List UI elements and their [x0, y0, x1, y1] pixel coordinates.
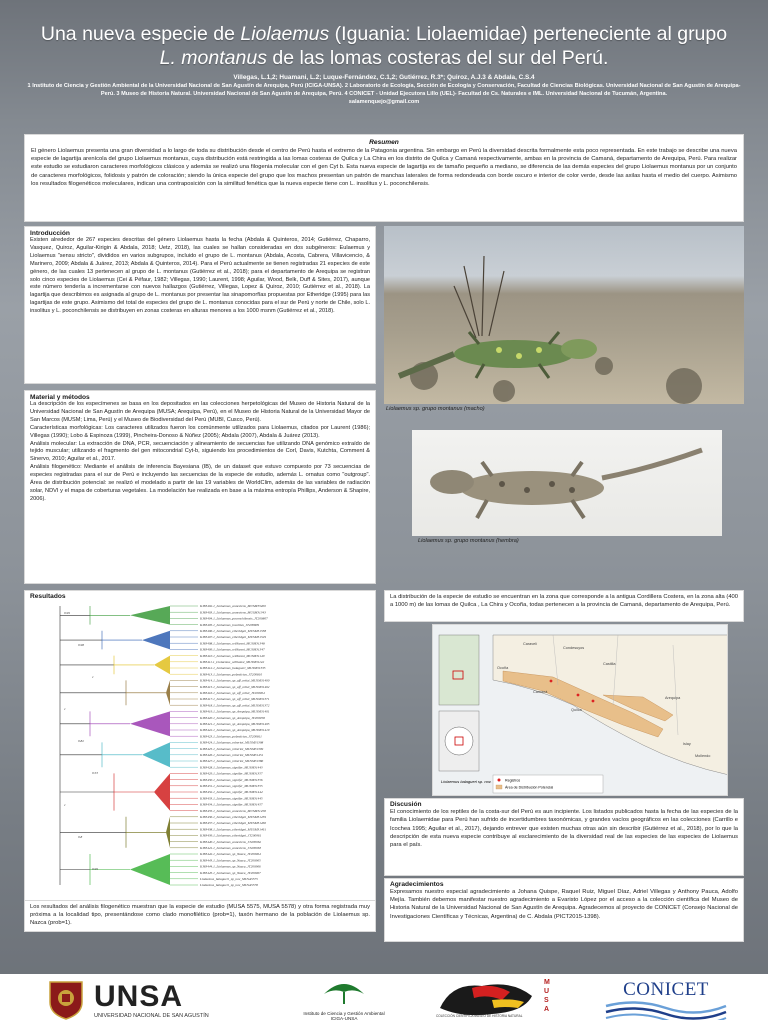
unsa-crest-logo — [46, 980, 86, 1020]
collapsed-clade — [166, 680, 170, 705]
tree-tip-label: KJ83418.1_Liolaemus_sp_aff_ortizi_MUSM31372 — [200, 703, 270, 708]
collapsed-clade — [130, 606, 170, 625]
map-legend-area: Área de Distribución Potencial — [505, 785, 554, 790]
tree-tip-label: KJ83432.1_Liolaemus_signifer_MUSM31444 — [200, 790, 263, 795]
node-support-label: 0.98 — [78, 643, 84, 647]
lizard-male-photo — [384, 226, 744, 404]
agradecimientos-title: Agradecimientos — [390, 881, 444, 888]
agradecimientos-box — [384, 878, 744, 942]
tree-tip-label: KJ83417.1_Liolaemus_sp_aff_ortizi_MUSM31371 — [200, 697, 270, 702]
introduccion-text: Existen alrededor de 267 especies descritas del género Liolaemus hasta la fecha (Abdala & Quinteros, 2014; Gutiérrez, Chaparro, Vasquez, Quiroz, Aguilar-Kirigin & Abdala, 2018; Uetz, 2018), las cuales se hallan consideradas en dos subgéneros: Eulaemus y Liolaemus "sensu stricto", divididos en varios subgrupos, incluido el grupo de L. montanus (Abdala, Acosta, Cabrera, Villavicencio, & Marinero, 2009; Abdala & Juárez, 2013; Abdala & Quinteros, 2014). Para el Perú actualmente se tienen registradas 21 especies de este género, de las cuales 13 pertenecen al grupo de L. montanus (Gutiérrez et al., 2018); para el departamento de Arequipa se registran solo cinco especies de Liolaemus (Cei & Péfaur, 1982; Villegas, 1990; Laurent, 1998; Aguilar, Wood, Belk, Duff & Sites, 2017), aunque este número tendería a incrementarse con nuevos hallazgos (Gutiérrez, Villegas, Lopez & Quiroz, 2010; Gutiérrez et al., 2018). La lagartija que describimos es asignada al grupo de L. montanus por presentar las sinapomorfías propuestas por Etheridge (1995) para las lagartijas de este grupo. Asimismo del total de especies del grupo de L. montanus conocidas para el sur de Perú y norte de Chile, solo L. insolitus y L. poconchilensis se distribuyen en zonas costeras en alturas menores a los 1000 msnm (Gutiérrez et al., 2018). — [30, 237, 370, 315]
resumen-text: El género Liolaemus presenta una gran diversidad a lo largo de toda su distribución desde el centro de Perú hasta el extremo de la Patagonia argentina. Sin embargo en Perú la diversidad descrita formalmente esta poco representada. En este trabajo se describe una nueva especie de lagartija arenícola del grupo Liolaemus montanus, cuya distribución está restringida a las lomas costeras de Quilca y La Chira en los distrito de Quilca y Camaná respectivamente, ambas en la provincia de Camaná, departamento de Arequipa, Perú. Para realizar este estudio se estudiaron caracteres morfológicos clásicos y además se realizó una filogenia molecular con el gen Cyt b. Esta nueva especie de lagartija es de tamaño pequeño a mediano, se diferencia de las demás especies del grupo Liolaemus montanus por un conjunto de caracteres morfológicos, folidosis y patrón de coloración; siendo la única especie del grupo que los machos presentan un patrón de manchas laterales de forma redondeada con borde oscuro e interior de color verde, desde las axilas hasta el medio del cuerpo. Asimismo los resultados filogenéticos moleculares, indican una contraposición con la similitud fenética que la nueva especie tiene con L. insolitus y L. poconchilensis. — [31, 148, 737, 187]
tree-tip-label: KJ83407.1_Liolaemus_etheridgei_MUSM31329 — [200, 635, 267, 640]
tree-tip-label: KJ83424.1_Liolaemus_robertoi_MUSM31398 — [200, 740, 264, 745]
tree-tip-label: KJ83436.1_Liolaemus_etheridgei_MUSM31459 — [200, 815, 267, 819]
map-place-label: Ocoña — [497, 666, 509, 670]
tree-tip-label: KJ83435.1_Liolaemus_annectens_MUSM31458 — [200, 808, 266, 813]
map-legend-registros: Registros — [505, 778, 521, 783]
tree-tip-label: KJ83422.1_Liolaemus_sp_Arequipa_MUSM31419 — [200, 728, 270, 733]
tree-tip-label: KJ83427.1_Liolaemus_robertoi_MUSM31386 — [200, 759, 264, 764]
tree-tip-label: KJ83414.1_Liolaemus_sp_aff_ortizi_MUSM31400 — [200, 678, 270, 683]
tree-tip-label: KJ83430.1_Liolaemus_signifer_MUSM31356 — [200, 777, 263, 782]
map-inset-caption: Liolaemus balagueri sp. nov. — [441, 779, 492, 784]
metodos-p1: La descripción de los especímenes se basa en los depositados en las colecciones herpetológicas del Museo de Historia Natural de la Universidad Nacional de San Agustín de Arequipa (MUSA; Arequipa, Perú), en el Museo de Historia Natural de la Universidad Mayor de San Marcos (MUSM; Lima, Perú) y el Museo de Biodiversidad del Perú (MUBI, Cusco, Perú). — [30, 401, 370, 423]
metodos-p4: Análisis filogenético: Mediante el análisis de inferencia Bayesiana (IB), de un dataset que estuvo compuesto por 73 secuencias de especies registradas para el sur de Perú e incluyendo las secuencias de la especie de estudio, además L. ornatus como "outgroup". Área de distribución potencial: se realizó el modelado a partir de las 19 variables de WorldClim, además de las variables de radiación solar, NDVI y el mapa de coberturas vegetales. La modelación fue realizada en base a la máxima entropía Phillips, Anderson & Shapire, 2006). — [30, 464, 370, 502]
resumen-title: Resumen — [369, 139, 399, 146]
map-place-label: Caravelí — [523, 642, 538, 646]
musa-logo: M U S A COLECCIÓN CIENTÍFICA MUSEO DE HISTORIA NATURAL — [432, 978, 572, 1022]
tree-tip-label: KJ83428.1_Liolaemus_signifer_MUSM31443 — [200, 765, 263, 770]
tree-tip-label: KJ83408.1_Liolaemus_williamsi_MUSM31348 — [200, 641, 265, 646]
metodos-title: Material y métodos — [30, 394, 90, 401]
tree-tip-label: KJ83421.1_Liolaemus_sp_Arequipa_MUSM31405 — [200, 722, 270, 726]
phylogenetic-tree — [30, 600, 370, 902]
male-photo-caption: Liolaemus sp. grupo montanus (macho) — [386, 406, 485, 412]
resumen-box — [24, 134, 744, 222]
resultados-title: Resultados — [30, 593, 66, 600]
tree-tip-label: KJ83405.1_Liolaemus_insolitus_JT200809 — [200, 622, 260, 627]
node-support-label: 0.99 — [92, 867, 98, 871]
map-place-label: Mollendo — [695, 754, 711, 758]
tree-tip-label: KJ83410.1_Liolaemus_williamsi_MUSM31140 — [200, 653, 265, 658]
tree-tip-label: KJ83420.1_Liolaemus_sp_Arequipa_JT200958 — [200, 715, 265, 720]
resultados-text-box — [24, 900, 376, 932]
resultados-text: Los resultados del análisis filogenético muestran que la especie de estudio (MUSA 5575, MUSA 5578) y otra forma registrada muy próxima a la localidad tipo, presentándose como clado monofilético (prob=1), taxón hermano de la población de Liolaemus sp. Nazca (prob=1). — [30, 904, 370, 927]
tree-tip-label: Liolaemus_balagueri_sp_nov_MUSA5578 — [200, 883, 258, 888]
tree-tip-label: KJ83431.1_Liolaemus_signifer_MUSM31355 — [200, 784, 263, 788]
node-support-label: 0.99 — [64, 611, 70, 615]
tree-tip-label: KJ83419.1_Liolaemus_sp_Arequipa_MUSM31401 — [200, 709, 270, 714]
distribucion-box — [384, 590, 744, 622]
lizard-female-photo — [412, 430, 722, 536]
tree-tip-label: KJ83443.1_Liolaemus_sp_Nazca_JT200965 — [200, 858, 261, 863]
metodos-box — [24, 390, 376, 584]
resultados-box — [24, 590, 376, 930]
tree-tip-label: KJ83404.1_Liolaemus_poconchilensis_JT200807 — [200, 616, 268, 621]
node-support-label: 0.82 — [78, 739, 84, 743]
collapsed-clade — [130, 854, 170, 885]
tree-tip-label: KJ83416.1_Liolaemus_sp_aff_ortizi_JT200904 — [200, 691, 265, 695]
node-support-label: 0.8 — [78, 835, 83, 839]
metodos-p2: Características morfológicas: Los caracteres utilizados fueron los comúnmente utilizados para Liolaemus, citados por Laurent (1986); Villegas (1990); Lobo & Espinoza (1999), Pincheira-Donoso & Núñez (2005); Abdala (2007), Abdala & Juárez (2013). — [30, 424, 370, 439]
metodos-p3: Análisis molecular: La extracción de DNA, PCR, secuenciación y alineamiento de secuencias fue utilizando DNA genómico extraído de tejido muscular; utilizando el fragmento del gen mitocondrial Cyt-b, siguiendo los procedimientos de Corl, Davis, Kutchta, Comment & Sinervo, 2010; Aguilar et al., 2017. — [30, 440, 370, 463]
discusion-box — [384, 798, 744, 876]
poster-title: Una nueva especie de Liolaemus (Iguania: Liolaemidae) perteneciente al grupo L. montanus de las lomas costeras del sur del Perú. — [40, 23, 728, 69]
collapsed-clade — [130, 711, 170, 736]
tree-tip-label: KJ83437.1_Liolaemus_etheridgei_MUSM31460 — [200, 821, 267, 826]
tree-tip-label: KJ83445.1_Liolaemus_sp_Nazca_JT200967 — [200, 870, 261, 875]
tree-tip-label: Liolaemus_balagueri_sp_nov_MUSA5575 — [200, 877, 258, 881]
musa-letters: M U S A — [544, 979, 550, 1013]
map-place-label: Camaná — [533, 690, 548, 694]
tree-tip-label: KJ83412.1_Liolaemus_balagueri_MUSM31335 — [200, 666, 266, 671]
tree-tip-label: KJ83409.1_Liolaemus_williamsi_MUSM31347 — [200, 647, 265, 652]
tree-tip-label: KJ83426.1_Liolaemus_robertoi_MUSM31451 — [200, 753, 264, 757]
tree-icon — [284, 978, 404, 1006]
introduccion-title: Introducción — [30, 230, 70, 237]
authors: Villegas, L.1,2; Huamani, L.2; Luque-Fernández, C.1,2; Gutiérrez, R.3*; Quiroz, A.J.3 & Abdala, C.S.4 — [233, 74, 535, 81]
tree-tip-label: KJ83415.1_Liolaemus_sp_aff_ortizi_MUSM31402 — [200, 684, 270, 689]
map-place-label: Castilla — [603, 662, 616, 666]
tree-tip-label: KJ83406.1_Liolaemus_etheridgei_MUSM31338 — [200, 629, 267, 633]
lizard-female-illustration — [412, 430, 722, 536]
tree-tip-label: KJ83433.1_Liolaemus_signifer_MUSM31445 — [200, 796, 263, 801]
node-support-label: 0.53 — [92, 771, 98, 775]
poster-header — [0, 22, 768, 107]
collapsed-clade — [166, 817, 170, 848]
node-support-label: 1 — [92, 675, 94, 679]
tree-tip-label: KJ83403.1_Liolaemus_annectens_MUSM31343 — [200, 610, 266, 615]
discusion-title: Discusión — [390, 801, 422, 808]
collapsed-clade — [142, 742, 170, 767]
agradecimientos-text: Expresamos nuestro especial agradecimiento a Johana Quispe, Raquel Ruiz, Miguel Díaz, Adriel Villegas y Anthony Pauca, Adolfo Mejía. También debemos manifestar nuestro agradecimiento a Evaristo López por el acceso a la colección científica del Museo de Historia Natural de la Universidad Nacional de San Agustín de Arequipa. Agradecemos al proyecto de CONICET (Consejo Nacional de Investigaciones Científicas y Técnicas, Argentina) de C. Abdala (PICT2015-1398). — [390, 889, 738, 920]
map-place-label: Condesuyos — [563, 646, 585, 650]
node-support-label: 1 — [64, 707, 66, 711]
map-svg — [433, 625, 728, 796]
affiliations: 1 Instituto de Ciencia y Gestión Ambiental de la Universidad Nacional de San Agustín de Arequipa, Perú (ICIGA-UNSA). 2 Laboratorio de Ecología, Sección de Ecología y Conservación, Facultad de Ciencias Biológicas. Universidad Nacional de San Agustín de Arequipa- Perú. 3 Museo de Historia Natural. Universidad Nacional de San Agustín de Arequipa, Perú. 4 CONICET - Unidad Ejecutora Lillo (UEL)- Facultad de Cs. Naturales e IML. Universidad Nacional de Tucumán, Argentina. — [27, 83, 741, 98]
collapsed-clade — [142, 631, 170, 650]
distribucion-text: La distribución de la especie de estudio se encuentran en la zona que corresponde a la antigua Cordillera Costera, en la zona alta (400 a 1000 m) de las lomas de Quilca , La Chira y Ocoña, todas pertenecen a la provincia de Camaná, departamento de Arequipa, Perú. — [390, 594, 738, 609]
distribution-map — [432, 624, 728, 796]
conicet-wave-icon — [601, 1000, 731, 1020]
conicet-logo: CONICET — [596, 980, 736, 1022]
collapsed-clade — [154, 656, 170, 675]
tree-tip-label: KJ83425.1_Liolaemus_robertoi_MUSM31399 — [200, 746, 264, 751]
collapsed-clade — [154, 773, 170, 810]
tree-tip-label: KJ83413.1_Liolaemus_polystictus_JT200810 — [200, 672, 263, 677]
tree-tip-label: KJ83444.1_Liolaemus_sp_Nazca_JT200966 — [200, 864, 261, 869]
tree-tip-label: KJ83440.1_Liolaemus_annectens_JT200962 — [200, 839, 262, 844]
tree-tip-label: KJ83429.1_Liolaemus_signifer_MUSM31357 — [200, 771, 263, 776]
tree-tip-label: KJ83402.1_Liolaemus_annectens_MUSM33400 — [200, 604, 266, 609]
tree-tip-label: KJ83439.1_Liolaemus_etheridgei_JT200961 — [200, 833, 262, 838]
discusion-text: El conocimiento de los reptiles de la costa-sur del Perú es aun incipiente. Los listados publicados hasta la fecha de las especies de la familia Liolaemidae para Perú han sufrido de incertidumbres taxonómicas, y grandes vacíos geográficos en las colecciones (Carrillo e Icochea 1995; Aguilar et al., 2017), dejando entrever que existen muchas otras aún sin describir (Gutiérrez et al., 2018), por lo que la descripción de esta nueva especie contribuye al esclarecimiento de la diversidad real de las especies de las especies de Liolaemus para el país. — [390, 809, 738, 849]
iciga-logo: Instituto de Ciencia y Gestión Ambiental ICIGA-UNSA — [284, 978, 404, 1022]
tree-tip-label: KJ83441.1_Liolaemus_annectens_JT200963 — [200, 846, 262, 850]
tree-tip-label: KJ83423.1_Liolaemus_polystictus_JT200811 — [200, 734, 262, 739]
tree-tip-label: KJ83411.1_Liolaemus_williamsi_MUSM31142 — [200, 660, 265, 664]
logos-footer — [0, 974, 768, 1024]
tree-tip-label: KJ83434.1_Liolaemus_signifer_MUSM31457 — [200, 802, 263, 807]
female-photo-caption: Liolaemus sp. grupo montanus (hembra) — [418, 538, 519, 544]
introduccion-box — [24, 226, 376, 384]
node-support-label: 1 — [64, 803, 66, 807]
tree-tip-label: KJ83442.1_Liolaemus_sp_Nazca_JT200964 — [200, 852, 261, 857]
lizard-male-illustration — [384, 226, 744, 404]
map-place-label: Arequipa — [665, 696, 681, 700]
map-place-label: Quilca — [571, 708, 582, 712]
tree-tip-label: KJ83438.1_Liolaemus_etheridgei_MUSM31461 — [200, 827, 267, 832]
email: salamenquejo@gmail.com — [348, 99, 420, 106]
map-place-label: Islay — [683, 742, 691, 746]
unsa-wordmark: UNSA UNIVERSIDAD NACIONAL DE SAN AGUSTÍN — [94, 980, 209, 1019]
